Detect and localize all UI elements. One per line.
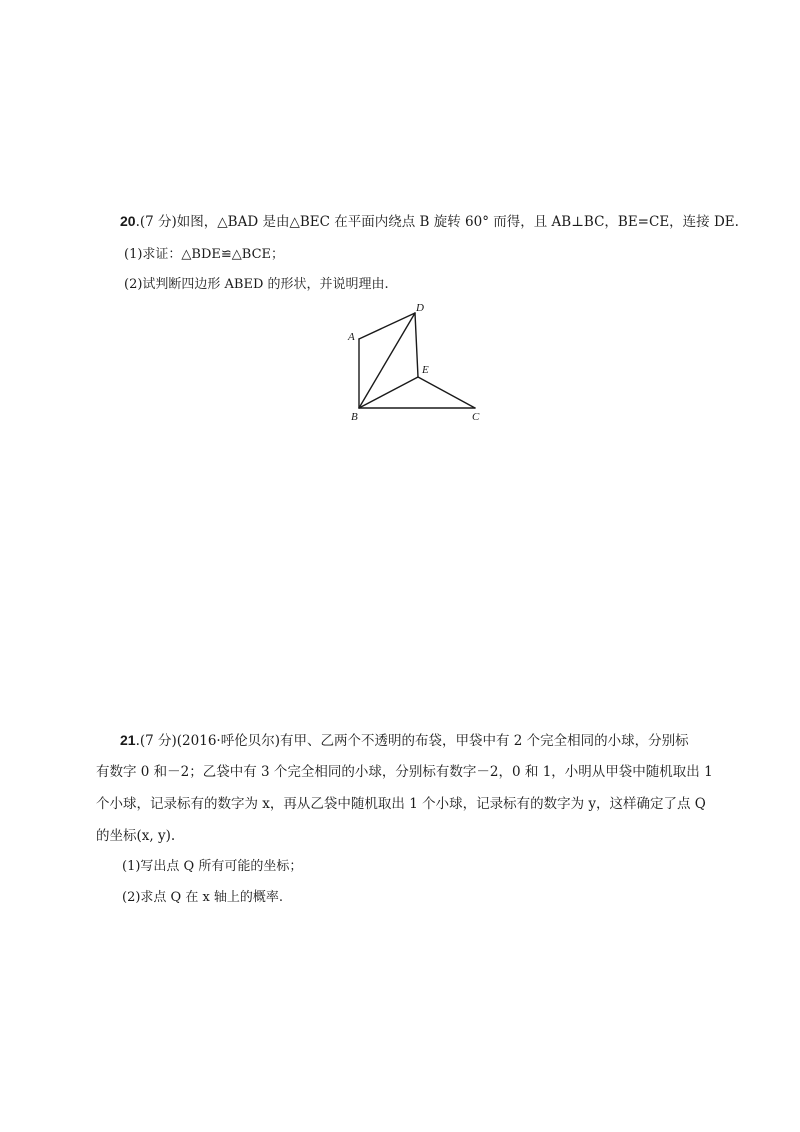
q20-text: .(7 分)如图，△BAD 是由△BEC 在平面内绕点 B 旋转 60° 而得，且 AB⊥BC，BE=CE，连接 DE. (135, 214, 739, 230)
q21-number: 21 (120, 732, 136, 748)
segment-DE (415, 313, 418, 377)
q20-number: 20 (120, 213, 136, 229)
label-A: A (348, 331, 355, 343)
q21-part1: (1)写出点 Q 所有可能的坐标； (122, 859, 303, 874)
q20-figure (340, 302, 480, 427)
segment-EC (418, 377, 475, 408)
q21-part2: (2)求点 Q 在 x 轴上的概率. (122, 890, 284, 905)
q21-line-4: 的坐标(x, y). (96, 828, 176, 844)
q20-statement (120, 212, 739, 231)
q20-part2: (2)试判断四边形 ABED 的形状，并说明理由. (124, 277, 389, 292)
label-B: B (351, 411, 358, 423)
q21-line-2: 有数字 0 和－2；乙袋中有 3 个完全相同的小球，分别标有数字－2，0 和 1，小明从甲袋中随机取出 1 (96, 764, 713, 780)
q20-part1: (1)求证：△BDE≌△BCE； (124, 247, 284, 262)
label-D: D (416, 302, 424, 314)
label-C: C (472, 411, 480, 423)
q21-line-1 (120, 731, 689, 750)
q21-text-1: .(7 分)(2016·呼伦贝尔)有甲、乙两个不透明的布袋，甲袋中有 2 个完全相同的小球，分别标 (135, 733, 689, 749)
q21-line-3: 个小球，记录标有的数字为 x，再从乙袋中随机取出 1 个小球，记录标有的数字为 y，这样确定了点 Q (96, 796, 706, 812)
label-E: E (422, 364, 429, 376)
